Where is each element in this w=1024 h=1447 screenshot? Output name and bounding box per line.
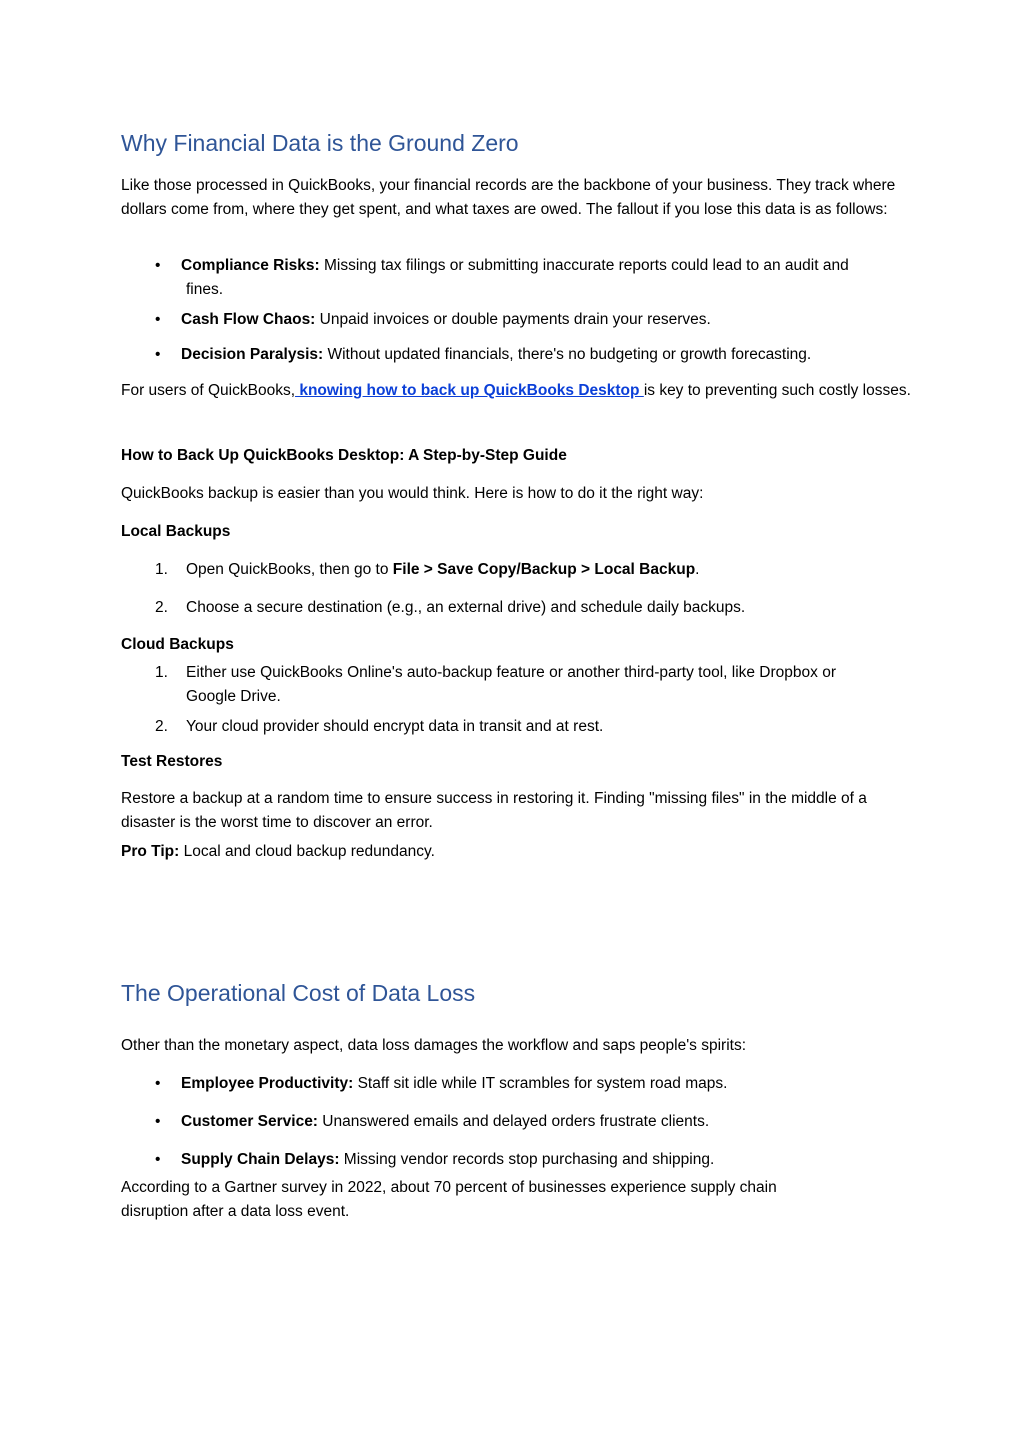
test-restores-text: Restore a backup at a random time to ensure success in restoring it. Finding "missing files" in the middle of a disaster is the worst time to discover an error. — [121, 790, 867, 831]
menu-path: File > Save Copy/Backup > Local Backup — [392, 561, 696, 578]
section2-intro: Other than the monetary aspect, data loss damages the workflow and saps people's spirits: — [121, 1037, 747, 1054]
link-para-before: For users of QuickBooks, — [121, 382, 296, 399]
bullet-label: Cash Flow Chaos: — [181, 311, 316, 328]
intro-paragraph: Like those processed in QuickBooks, your financial records are the backbone of your business. They track where dollars come from, where they get spent, and what taxes are owed. The fallout if you lose this data is as follows: — [121, 177, 896, 218]
list-number: 1. — [155, 664, 168, 681]
link-para-after: is key to preventing such costly losses. — [643, 382, 911, 399]
pro-tip-text: Local and cloud backup redundancy. — [179, 843, 435, 860]
bullet-label: Customer Service: — [181, 1113, 318, 1130]
section-heading-financial-data: Why Financial Data is the Ground Zero — [121, 130, 519, 156]
bullet-icon: • — [155, 257, 161, 274]
step-text-continued: Google Drive. — [186, 688, 281, 705]
bullet-text: Missing tax filings or submitting inaccurate reports could lead to an audit and — [319, 257, 849, 274]
list-number: 2. — [155, 599, 168, 616]
bullet-icon: • — [155, 311, 161, 328]
backup-link-paragraph — [121, 379, 911, 403]
bullet-icon: • — [155, 1151, 161, 1168]
bullet-text-continued: fines. — [186, 281, 224, 298]
step-text: Either use QuickBooks Online's auto-backup feature or another third-party tool, like Dropbox or — [186, 664, 836, 681]
step-text-end: . — [695, 561, 700, 578]
bullet-icon: • — [155, 1075, 161, 1092]
cloud-backups-heading: Cloud Backups — [121, 636, 234, 653]
bullet-icon: • — [155, 1113, 161, 1130]
step-text: Your cloud provider should encrypt data in transit and at rest. — [186, 718, 604, 735]
bullet-text: Missing vendor records stop purchasing and shipping. — [339, 1151, 715, 1168]
list-number: 2. — [155, 718, 168, 735]
closing-paragraph: According to a Gartner survey in 2022, about 70 percent of businesses experience supply chain disruption after a data loss event. — [121, 1179, 777, 1220]
bullet-label: Supply Chain Delays: — [181, 1151, 340, 1168]
step-text: Choose a secure destination (e.g., an external drive) and schedule daily backups. — [186, 599, 746, 616]
bullet-label: Employee Productivity: — [181, 1075, 354, 1092]
pro-tip-label: Pro Tip: — [121, 843, 180, 860]
test-restores-heading: Test Restores — [121, 753, 223, 770]
bullet-label: Decision Paralysis: — [181, 346, 324, 363]
backup-guide-link[interactable]: knowing how to back up QuickBooks Desktop — [295, 382, 644, 399]
bullet-text: Unpaid invoices or double payments drain your reserves. — [315, 311, 711, 328]
bullet-label: Compliance Risks: — [181, 257, 320, 274]
bullet-text: Staff sit idle while IT scrambles for system road maps. — [353, 1075, 728, 1092]
guide-intro: QuickBooks backup is easier than you would think. Here is how to do it the right way: — [121, 485, 704, 502]
section-heading-operational-cost: The Operational Cost of Data Loss — [121, 980, 476, 1006]
guide-title: How to Back Up QuickBooks Desktop: A Step-by-Step Guide — [121, 447, 567, 464]
bullet-text: Without updated financials, there's no budgeting or growth forecasting. — [323, 346, 812, 363]
local-backups-heading: Local Backups — [121, 523, 231, 540]
bullet-icon: • — [155, 346, 161, 363]
list-number: 1. — [155, 561, 168, 578]
pro-tip — [121, 840, 911, 864]
bullet-text: Unanswered emails and delayed orders frustrate clients. — [317, 1113, 710, 1130]
step-text: Open QuickBooks, then go to — [186, 561, 393, 578]
